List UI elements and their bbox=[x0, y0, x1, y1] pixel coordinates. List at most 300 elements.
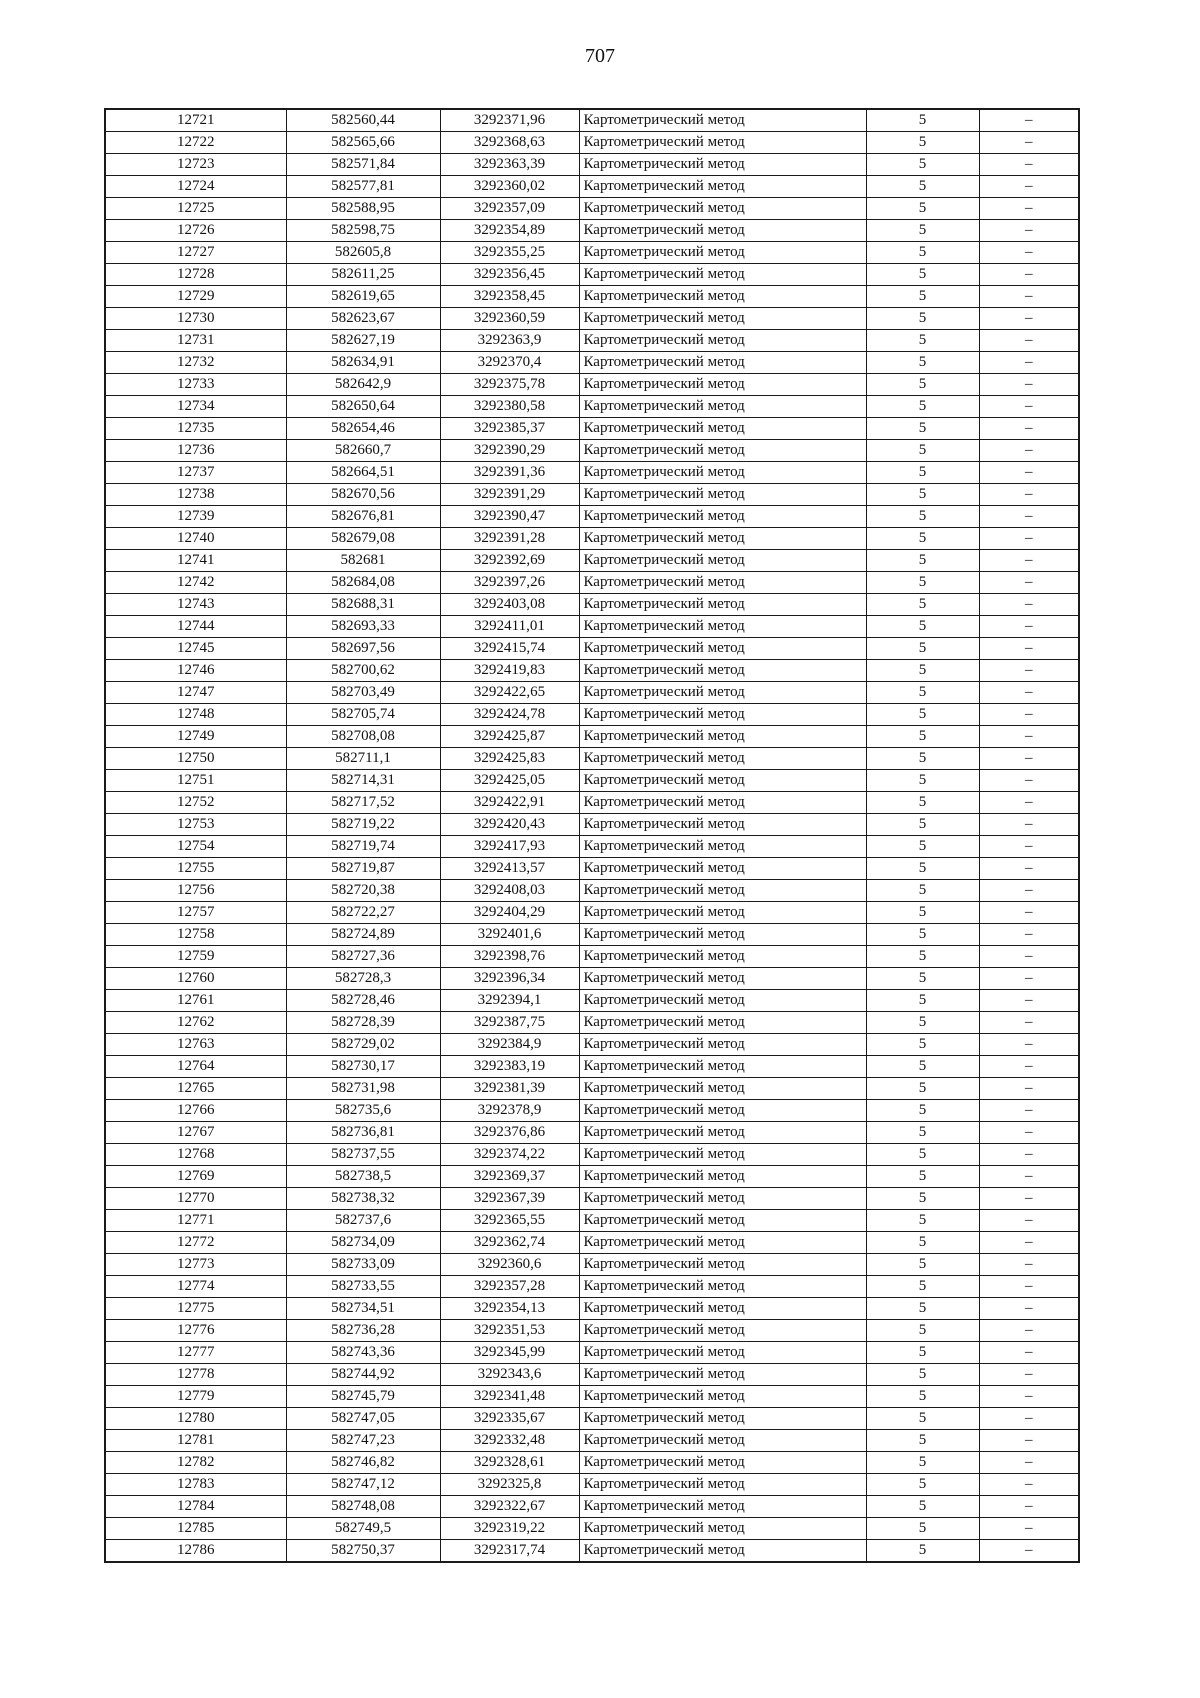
table-row bbox=[105, 506, 1079, 528]
note-cell: – bbox=[979, 616, 1079, 638]
note-cell: – bbox=[979, 792, 1079, 814]
method-cell: Картометрический метод bbox=[579, 1122, 866, 1144]
accuracy-cell: 5 bbox=[866, 528, 979, 550]
table-row bbox=[105, 264, 1079, 286]
point-number-cell: 12778 bbox=[105, 1364, 286, 1386]
table-row bbox=[105, 440, 1079, 462]
point-number-cell: 12754 bbox=[105, 836, 286, 858]
table-row bbox=[105, 308, 1079, 330]
note-cell: – bbox=[979, 726, 1079, 748]
method-cell: Картометрический метод bbox=[579, 1100, 866, 1122]
x-coordinate-cell: 582634,91 bbox=[286, 352, 440, 374]
point-number-cell: 12752 bbox=[105, 792, 286, 814]
method-cell: Картометрический метод bbox=[579, 858, 866, 880]
y-coordinate-cell: 3292417,93 bbox=[440, 836, 579, 858]
note-cell: – bbox=[979, 176, 1079, 198]
note-cell: – bbox=[979, 814, 1079, 836]
accuracy-cell: 5 bbox=[866, 594, 979, 616]
x-coordinate-cell: 582747,05 bbox=[286, 1408, 440, 1430]
accuracy-cell: 5 bbox=[866, 1474, 979, 1496]
accuracy-cell: 5 bbox=[866, 1210, 979, 1232]
y-coordinate-cell: 3292420,43 bbox=[440, 814, 579, 836]
x-coordinate-cell: 582749,5 bbox=[286, 1518, 440, 1540]
note-cell: – bbox=[979, 330, 1079, 352]
accuracy-cell: 5 bbox=[866, 418, 979, 440]
page-number: 707 bbox=[585, 45, 615, 67]
accuracy-cell: 5 bbox=[866, 1518, 979, 1540]
note-cell: – bbox=[979, 242, 1079, 264]
method-cell: Картометрический метод bbox=[579, 1452, 866, 1474]
y-coordinate-cell: 3292345,99 bbox=[440, 1342, 579, 1364]
x-coordinate-cell: 582681 bbox=[286, 550, 440, 572]
method-cell: Картометрический метод bbox=[579, 572, 866, 594]
accuracy-cell: 5 bbox=[866, 880, 979, 902]
x-coordinate-cell: 582728,39 bbox=[286, 1012, 440, 1034]
y-coordinate-cell: 3292411,01 bbox=[440, 616, 579, 638]
x-coordinate-cell: 582700,62 bbox=[286, 660, 440, 682]
y-coordinate-cell: 3292360,02 bbox=[440, 176, 579, 198]
note-cell: – bbox=[979, 968, 1079, 990]
accuracy-cell: 5 bbox=[866, 1100, 979, 1122]
table-row bbox=[105, 154, 1079, 176]
point-number-cell: 12745 bbox=[105, 638, 286, 660]
y-coordinate-cell: 3292360,59 bbox=[440, 308, 579, 330]
note-cell: – bbox=[979, 1518, 1079, 1540]
y-coordinate-cell: 3292425,05 bbox=[440, 770, 579, 792]
x-coordinate-cell: 582735,6 bbox=[286, 1100, 440, 1122]
table-row bbox=[105, 1166, 1079, 1188]
point-number-cell: 12768 bbox=[105, 1144, 286, 1166]
note-cell: – bbox=[979, 286, 1079, 308]
table-row bbox=[105, 374, 1079, 396]
y-coordinate-cell: 3292381,39 bbox=[440, 1078, 579, 1100]
y-coordinate-cell: 3292419,83 bbox=[440, 660, 579, 682]
point-number-cell: 12765 bbox=[105, 1078, 286, 1100]
y-coordinate-cell: 3292408,03 bbox=[440, 880, 579, 902]
method-cell: Картометрический метод bbox=[579, 440, 866, 462]
point-number-cell: 12786 bbox=[105, 1540, 286, 1563]
method-cell: Картометрический метод bbox=[579, 1518, 866, 1540]
y-coordinate-cell: 3292390,47 bbox=[440, 506, 579, 528]
method-cell: Картометрический метод bbox=[579, 396, 866, 418]
point-number-cell: 12733 bbox=[105, 374, 286, 396]
table-row bbox=[105, 858, 1079, 880]
method-cell: Картометрический метод bbox=[579, 484, 866, 506]
accuracy-cell: 5 bbox=[866, 1364, 979, 1386]
point-number-cell: 12781 bbox=[105, 1430, 286, 1452]
accuracy-cell: 5 bbox=[866, 990, 979, 1012]
y-coordinate-cell: 3292394,1 bbox=[440, 990, 579, 1012]
method-cell: Картометрический метод bbox=[579, 748, 866, 770]
x-coordinate-cell: 582744,92 bbox=[286, 1364, 440, 1386]
table-row bbox=[105, 616, 1079, 638]
note-cell: – bbox=[979, 418, 1079, 440]
accuracy-cell: 5 bbox=[866, 748, 979, 770]
accuracy-cell: 5 bbox=[866, 374, 979, 396]
method-cell: Картометрический метод bbox=[579, 330, 866, 352]
method-cell: Картометрический метод bbox=[579, 660, 866, 682]
accuracy-cell: 5 bbox=[866, 1056, 979, 1078]
accuracy-cell: 5 bbox=[866, 242, 979, 264]
method-cell: Картометрический метод bbox=[579, 924, 866, 946]
note-cell: – bbox=[979, 748, 1079, 770]
note-cell: – bbox=[979, 1012, 1079, 1034]
x-coordinate-cell: 582703,49 bbox=[286, 682, 440, 704]
point-number-cell: 12749 bbox=[105, 726, 286, 748]
method-cell: Картометрический метод bbox=[579, 109, 866, 132]
x-coordinate-cell: 582708,08 bbox=[286, 726, 440, 748]
method-cell: Картометрический метод bbox=[579, 1474, 866, 1496]
method-cell: Картометрический метод bbox=[579, 1210, 866, 1232]
note-cell: – bbox=[979, 1276, 1079, 1298]
table-row bbox=[105, 968, 1079, 990]
accuracy-cell: 5 bbox=[866, 462, 979, 484]
method-cell: Картометрический метод bbox=[579, 264, 866, 286]
y-coordinate-cell: 3292325,8 bbox=[440, 1474, 579, 1496]
y-coordinate-cell: 3292363,9 bbox=[440, 330, 579, 352]
y-coordinate-cell: 3292396,34 bbox=[440, 968, 579, 990]
x-coordinate-cell: 582588,95 bbox=[286, 198, 440, 220]
table-row bbox=[105, 1034, 1079, 1056]
x-coordinate-cell: 582719,22 bbox=[286, 814, 440, 836]
accuracy-cell: 5 bbox=[866, 1122, 979, 1144]
coordinates-table bbox=[104, 108, 1080, 1563]
y-coordinate-cell: 3292376,86 bbox=[440, 1122, 579, 1144]
point-number-cell: 12738 bbox=[105, 484, 286, 506]
table-row bbox=[105, 836, 1079, 858]
point-number-cell: 12751 bbox=[105, 770, 286, 792]
note-cell: – bbox=[979, 1122, 1079, 1144]
table-row bbox=[105, 352, 1079, 374]
note-cell: – bbox=[979, 946, 1079, 968]
point-number-cell: 12772 bbox=[105, 1232, 286, 1254]
table-row bbox=[105, 1056, 1079, 1078]
table-row bbox=[105, 1078, 1079, 1100]
note-cell: – bbox=[979, 198, 1079, 220]
x-coordinate-cell: 582729,02 bbox=[286, 1034, 440, 1056]
point-number-cell: 12744 bbox=[105, 616, 286, 638]
note-cell: – bbox=[979, 1210, 1079, 1232]
method-cell: Картометрический метод bbox=[579, 1496, 866, 1518]
point-number-cell: 12762 bbox=[105, 1012, 286, 1034]
point-number-cell: 12769 bbox=[105, 1166, 286, 1188]
y-coordinate-cell: 3292335,67 bbox=[440, 1408, 579, 1430]
point-number-cell: 12732 bbox=[105, 352, 286, 374]
point-number-cell: 12770 bbox=[105, 1188, 286, 1210]
table-row bbox=[105, 1320, 1079, 1342]
accuracy-cell: 5 bbox=[866, 1188, 979, 1210]
x-coordinate-cell: 582619,65 bbox=[286, 286, 440, 308]
y-coordinate-cell: 3292317,74 bbox=[440, 1540, 579, 1563]
table-row bbox=[105, 1408, 1079, 1430]
x-coordinate-cell: 582730,17 bbox=[286, 1056, 440, 1078]
method-cell: Картометрический метод bbox=[579, 1056, 866, 1078]
point-number-cell: 12723 bbox=[105, 154, 286, 176]
point-number-cell: 12771 bbox=[105, 1210, 286, 1232]
x-coordinate-cell: 582670,56 bbox=[286, 484, 440, 506]
x-coordinate-cell: 582560,44 bbox=[286, 109, 440, 132]
point-number-cell: 12756 bbox=[105, 880, 286, 902]
method-cell: Картометрический метод bbox=[579, 1408, 866, 1430]
method-cell: Картометрический метод bbox=[579, 726, 866, 748]
y-coordinate-cell: 3292374,22 bbox=[440, 1144, 579, 1166]
table-row bbox=[105, 638, 1079, 660]
point-number-cell: 12735 bbox=[105, 418, 286, 440]
note-cell: – bbox=[979, 352, 1079, 374]
table-row bbox=[105, 792, 1079, 814]
accuracy-cell: 5 bbox=[866, 1144, 979, 1166]
table-row bbox=[105, 594, 1079, 616]
note-cell: – bbox=[979, 1496, 1079, 1518]
y-coordinate-cell: 3292357,28 bbox=[440, 1276, 579, 1298]
method-cell: Картометрический метод bbox=[579, 154, 866, 176]
table-row bbox=[105, 1276, 1079, 1298]
x-coordinate-cell: 582727,36 bbox=[286, 946, 440, 968]
x-coordinate-cell: 582736,81 bbox=[286, 1122, 440, 1144]
y-coordinate-cell: 3292371,96 bbox=[440, 109, 579, 132]
method-cell: Картометрический метод bbox=[579, 1386, 866, 1408]
point-number-cell: 12761 bbox=[105, 990, 286, 1012]
x-coordinate-cell: 582664,51 bbox=[286, 462, 440, 484]
y-coordinate-cell: 3292362,74 bbox=[440, 1232, 579, 1254]
point-number-cell: 12775 bbox=[105, 1298, 286, 1320]
table-row bbox=[105, 484, 1079, 506]
point-number-cell: 12782 bbox=[105, 1452, 286, 1474]
table-row bbox=[105, 814, 1079, 836]
x-coordinate-cell: 582642,9 bbox=[286, 374, 440, 396]
x-coordinate-cell: 582711,1 bbox=[286, 748, 440, 770]
y-coordinate-cell: 3292391,29 bbox=[440, 484, 579, 506]
note-cell: – bbox=[979, 264, 1079, 286]
x-coordinate-cell: 582571,84 bbox=[286, 154, 440, 176]
note-cell: – bbox=[979, 836, 1079, 858]
x-coordinate-cell: 582738,5 bbox=[286, 1166, 440, 1188]
accuracy-cell: 5 bbox=[866, 572, 979, 594]
accuracy-cell: 5 bbox=[866, 770, 979, 792]
method-cell: Картометрический метод bbox=[579, 1012, 866, 1034]
method-cell: Картометрический метод bbox=[579, 1342, 866, 1364]
accuracy-cell: 5 bbox=[866, 902, 979, 924]
point-number-cell: 12727 bbox=[105, 242, 286, 264]
y-coordinate-cell: 3292355,25 bbox=[440, 242, 579, 264]
table-row bbox=[105, 1496, 1079, 1518]
x-coordinate-cell: 582684,08 bbox=[286, 572, 440, 594]
method-cell: Картометрический метод bbox=[579, 638, 866, 660]
table-row bbox=[105, 880, 1079, 902]
point-number-cell: 12746 bbox=[105, 660, 286, 682]
y-coordinate-cell: 3292369,37 bbox=[440, 1166, 579, 1188]
x-coordinate-cell: 582731,98 bbox=[286, 1078, 440, 1100]
note-cell: – bbox=[979, 1166, 1079, 1188]
note-cell: – bbox=[979, 109, 1079, 132]
accuracy-cell: 5 bbox=[866, 682, 979, 704]
accuracy-cell: 5 bbox=[866, 1254, 979, 1276]
y-coordinate-cell: 3292354,13 bbox=[440, 1298, 579, 1320]
note-cell: – bbox=[979, 1320, 1079, 1342]
method-cell: Картометрический метод bbox=[579, 220, 866, 242]
table-row bbox=[105, 1364, 1079, 1386]
note-cell: – bbox=[979, 374, 1079, 396]
method-cell: Картометрический метод bbox=[579, 462, 866, 484]
method-cell: Картометрический метод bbox=[579, 528, 866, 550]
note-cell: – bbox=[979, 638, 1079, 660]
method-cell: Картометрический метод bbox=[579, 770, 866, 792]
x-coordinate-cell: 582611,25 bbox=[286, 264, 440, 286]
point-number-cell: 12750 bbox=[105, 748, 286, 770]
accuracy-cell: 5 bbox=[866, 264, 979, 286]
table-row bbox=[105, 1430, 1079, 1452]
x-coordinate-cell: 582747,12 bbox=[286, 1474, 440, 1496]
note-cell: – bbox=[979, 1144, 1079, 1166]
y-coordinate-cell: 3292319,22 bbox=[440, 1518, 579, 1540]
table-row bbox=[105, 176, 1079, 198]
note-cell: – bbox=[979, 770, 1079, 792]
x-coordinate-cell: 582722,27 bbox=[286, 902, 440, 924]
accuracy-cell: 5 bbox=[866, 352, 979, 374]
point-number-cell: 12725 bbox=[105, 198, 286, 220]
accuracy-cell: 5 bbox=[866, 660, 979, 682]
note-cell: – bbox=[979, 462, 1079, 484]
x-coordinate-cell: 582688,31 bbox=[286, 594, 440, 616]
method-cell: Картометрический метод bbox=[579, 1276, 866, 1298]
point-number-cell: 12777 bbox=[105, 1342, 286, 1364]
accuracy-cell: 5 bbox=[866, 1320, 979, 1342]
x-coordinate-cell: 582719,74 bbox=[286, 836, 440, 858]
x-coordinate-cell: 582719,87 bbox=[286, 858, 440, 880]
table-row bbox=[105, 1254, 1079, 1276]
accuracy-cell: 5 bbox=[866, 1452, 979, 1474]
y-coordinate-cell: 3292422,65 bbox=[440, 682, 579, 704]
table-row bbox=[105, 1342, 1079, 1364]
note-cell: – bbox=[979, 308, 1079, 330]
method-cell: Картометрический метод bbox=[579, 374, 866, 396]
point-number-cell: 12741 bbox=[105, 550, 286, 572]
accuracy-cell: 5 bbox=[866, 286, 979, 308]
table-row bbox=[105, 660, 1079, 682]
y-coordinate-cell: 3292383,19 bbox=[440, 1056, 579, 1078]
note-cell: – bbox=[979, 924, 1079, 946]
y-coordinate-cell: 3292341,48 bbox=[440, 1386, 579, 1408]
x-coordinate-cell: 582737,6 bbox=[286, 1210, 440, 1232]
method-cell: Картометрический метод bbox=[579, 308, 866, 330]
point-number-cell: 12773 bbox=[105, 1254, 286, 1276]
y-coordinate-cell: 3292413,57 bbox=[440, 858, 579, 880]
note-cell: – bbox=[979, 704, 1079, 726]
method-cell: Картометрический метод bbox=[579, 1320, 866, 1342]
table-row bbox=[105, 109, 1079, 132]
method-cell: Картометрический метод bbox=[579, 1254, 866, 1276]
accuracy-cell: 5 bbox=[866, 1078, 979, 1100]
x-coordinate-cell: 582598,75 bbox=[286, 220, 440, 242]
method-cell: Картометрический метод bbox=[579, 682, 866, 704]
y-coordinate-cell: 3292391,36 bbox=[440, 462, 579, 484]
accuracy-cell: 5 bbox=[866, 440, 979, 462]
method-cell: Картометрический метод bbox=[579, 968, 866, 990]
point-number-cell: 12779 bbox=[105, 1386, 286, 1408]
table-row bbox=[105, 1188, 1079, 1210]
note-cell: – bbox=[979, 1034, 1079, 1056]
y-coordinate-cell: 3292378,9 bbox=[440, 1100, 579, 1122]
table-row bbox=[105, 924, 1079, 946]
table-row bbox=[105, 1122, 1079, 1144]
accuracy-cell: 5 bbox=[866, 1496, 979, 1518]
method-cell: Картометрический метод bbox=[579, 1364, 866, 1386]
table-row bbox=[105, 748, 1079, 770]
accuracy-cell: 5 bbox=[866, 308, 979, 330]
accuracy-cell: 5 bbox=[866, 616, 979, 638]
method-cell: Картометрический метод bbox=[579, 1430, 866, 1452]
table-row bbox=[105, 396, 1079, 418]
accuracy-cell: 5 bbox=[866, 1342, 979, 1364]
x-coordinate-cell: 582650,64 bbox=[286, 396, 440, 418]
note-cell: – bbox=[979, 1078, 1079, 1100]
y-coordinate-cell: 3292368,63 bbox=[440, 132, 579, 154]
y-coordinate-cell: 3292380,58 bbox=[440, 396, 579, 418]
note-cell: – bbox=[979, 440, 1079, 462]
x-coordinate-cell: 582733,55 bbox=[286, 1276, 440, 1298]
y-coordinate-cell: 3292424,78 bbox=[440, 704, 579, 726]
note-cell: – bbox=[979, 1474, 1079, 1496]
y-coordinate-cell: 3292385,37 bbox=[440, 418, 579, 440]
y-coordinate-cell: 3292365,55 bbox=[440, 1210, 579, 1232]
note-cell: – bbox=[979, 1342, 1079, 1364]
point-number-cell: 12783 bbox=[105, 1474, 286, 1496]
accuracy-cell: 5 bbox=[866, 198, 979, 220]
x-coordinate-cell: 582736,28 bbox=[286, 1320, 440, 1342]
accuracy-cell: 5 bbox=[866, 1298, 979, 1320]
table-row bbox=[105, 528, 1079, 550]
y-coordinate-cell: 3292356,45 bbox=[440, 264, 579, 286]
point-number-cell: 12734 bbox=[105, 396, 286, 418]
point-number-cell: 12726 bbox=[105, 220, 286, 242]
x-coordinate-cell: 582660,7 bbox=[286, 440, 440, 462]
x-coordinate-cell: 582676,81 bbox=[286, 506, 440, 528]
accuracy-cell: 5 bbox=[866, 1034, 979, 1056]
note-cell: – bbox=[979, 1232, 1079, 1254]
method-cell: Картометрический метод bbox=[579, 550, 866, 572]
x-coordinate-cell: 582717,52 bbox=[286, 792, 440, 814]
accuracy-cell: 5 bbox=[866, 836, 979, 858]
point-number-cell: 12757 bbox=[105, 902, 286, 924]
coordinates-table-body bbox=[105, 109, 1079, 1562]
y-coordinate-cell: 3292404,29 bbox=[440, 902, 579, 924]
note-cell: – bbox=[979, 1364, 1079, 1386]
table-row bbox=[105, 1386, 1079, 1408]
y-coordinate-cell: 3292357,09 bbox=[440, 198, 579, 220]
table-row bbox=[105, 1298, 1079, 1320]
table-row bbox=[105, 682, 1079, 704]
point-number-cell: 12737 bbox=[105, 462, 286, 484]
table-row bbox=[105, 1518, 1079, 1540]
point-number-cell: 12728 bbox=[105, 264, 286, 286]
note-cell: – bbox=[979, 858, 1079, 880]
table-row bbox=[105, 1100, 1079, 1122]
accuracy-cell: 5 bbox=[866, 814, 979, 836]
accuracy-cell: 5 bbox=[866, 946, 979, 968]
point-number-cell: 12740 bbox=[105, 528, 286, 550]
point-number-cell: 12763 bbox=[105, 1034, 286, 1056]
method-cell: Картометрический метод bbox=[579, 286, 866, 308]
note-cell: – bbox=[979, 1408, 1079, 1430]
y-coordinate-cell: 3292358,45 bbox=[440, 286, 579, 308]
y-coordinate-cell: 3292397,26 bbox=[440, 572, 579, 594]
note-cell: – bbox=[979, 484, 1079, 506]
point-number-cell: 12755 bbox=[105, 858, 286, 880]
x-coordinate-cell: 582605,8 bbox=[286, 242, 440, 264]
table-row bbox=[105, 572, 1079, 594]
note-cell: – bbox=[979, 1056, 1079, 1078]
point-number-cell: 12724 bbox=[105, 176, 286, 198]
